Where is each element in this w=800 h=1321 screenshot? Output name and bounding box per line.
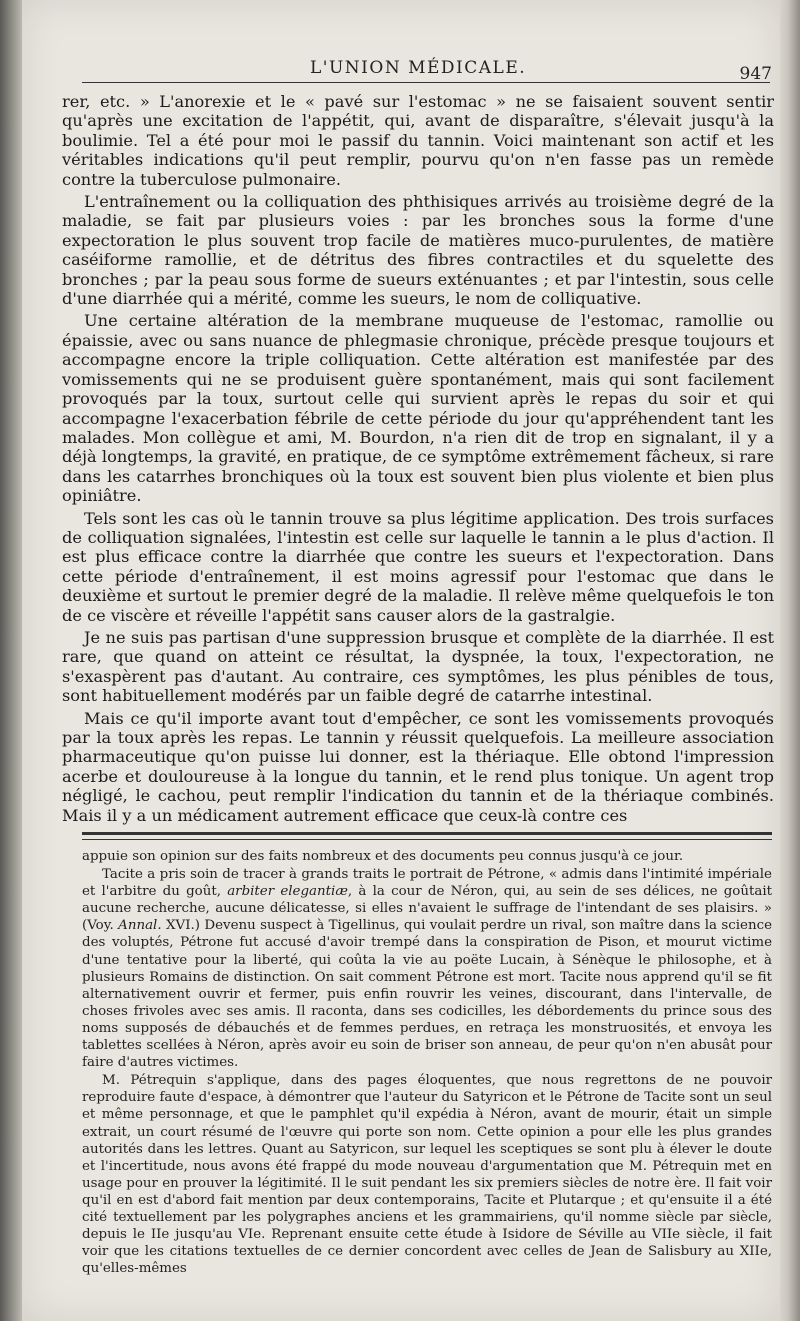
paragraph: L'entraînement ou la colliquation des phthisiques arrivés au troisième degré de la maladie, se fait par plusieurs voies : par les bronches sous la forme d'une expectoration le plus souvent trop facile de matières muco-purulentes, de matière caséiforme ramollie, et de détritus des fibres contractiles et du squelette des bronches ; par la peau sous forme de sueurs exténuantes ; et par l'intestin, sous celle d'une diarrhée qui a mérité, comme les sueurs, le nom de colliquative. — [62, 192, 774, 309]
paragraph: Je ne suis pas partisan d'une suppression brusque et complète de la diarrhée. Il est rare, que quand on atteint ce résultat, la dyspnée, la toux, l'expectoration, ne s'exaspèrent pas d'autant. Au contraire, ces symptômes, les plus pénibles de tous, sont habituellement modérés par un faible degré de catarrhe intestinal. — [62, 627, 774, 706]
running-title: L'UNION MÉDICALE. — [310, 58, 527, 78]
footnote-text: XVI.) Devenu suspect à Tigellinus, qui voulait perdre un rival, son maître dans la science des voluptés, Pétrone fut accusé d'avoir trempé dans la conspiration de Pison, et mourut victime d'une tentative pour la liberté, qui coûta la vie au poëte Lucain, à Sénèque le philosophe, et à plusieurs Romains de distinction. On sait comment Pétrone est mort. Tacite nous apprend qu'il se fit alternativement ouvrir et fermer, puis enfin rouvrir les veines, discourant, dans l'intervalle, de choses frivoles avec ses amis. Il raconta, dans ses codicilles, les débordements du prince sous des noms supposés de débauchés et de femmes perdues, en retraça les monstruosités, et envoya les tablettes scellées à Néron, après avoir eu soin de briser son anneau, de peur qu'on n'en abusât pour faire d'autres victimes. — [82, 918, 772, 1071]
book-page — [22, 0, 780, 1321]
footnote-text: , à la cour de Néron, qui, au sein de ses délices, ne goûtait aucune recherche, aucune délicatesse, si elles n'avaient le suffrage de l'intendant de ses plaisirs. » (Voy. — [82, 884, 772, 934]
citation-title: Annal. — [118, 918, 162, 934]
latin-quote: arbiter elegantiæ — [227, 884, 348, 900]
footnotes — [82, 848, 772, 1277]
scan-left-edge — [0, 0, 22, 1321]
header-rule — [82, 82, 770, 83]
paragraph: Mais ce qu'il importe avant tout d'empêcher, ce sont les vomissements provoqués par la toux après les repas. Le tannin y réussit quelquefois. La meilleure association pharmaceutique qu'on puisse lui donner, est la thériaque. Elle obtond l'impression acerbe et douloureuse à la longue du tannin, et le rend plus tonique. Un agent trop négligé, le cachou, peut remplir l'indication du tannin et de la thériaque combinés. Mais il y a un médicament autrement efficace que ceux-là contre ces — [62, 708, 774, 825]
footnote-paragraph — [82, 866, 772, 1071]
main-text — [62, 92, 774, 825]
footnote-paragraph: M. Pétrequin s'applique, dans des pages éloquentes, que nous regrettons de ne pouvoir reproduire faute d'espace, à démontrer que l'auteur du Satyricon et le Pétrone de Tacite sont un seul et même personnage, et que le pamphlet qu'il expédia à Néron, avant de mourir, était un simple extrait, un court résumé de l'œuvre qui porte son nom. Cette opinion a pour elle les plus grandes autorités dans les lettres. Quant au Satyricon, sur lequel les sceptiques se sont plu à élever le doute et l'incertitude, nous avons été frappé du mode nouveau d'argumentation que M. Pétrequin met en usage pour en prouver la légitimité. Il le suit pendant les six premiers siècles de notre ère. Il fait voir qu'il en est d'abord fait mention par deux contemporains, Tacite et Plutarque ; et qu'ensuite il a été cité textuellement par les polygraphes anciens et les grammairiens, qu'il nomme siècle par siècle, depuis le IIe jusqu'au VIe. Reprenant ensuite cette étude à Isidore de Séville au VIIe siècle, il fait voir que les citations textuelles de ce dernier concordent avec celles de Jean de Salisbury au XIIe, qu'elles-mêmes — [82, 1073, 772, 1277]
footnote-text: Tacite a pris soin de tracer à grands traits le portrait de Pétrone, « admis dans l'intimité impériale et l'arbitre du goût, — [82, 867, 772, 900]
paragraph: rer, etc. » L'anorexie et le « pavé sur l'estomac » ne se faisaient souvent sentir qu'après une excitation de l'appétit, qui, avant de disparaître, s'élevait jusqu'à la boulimie. Tel a été pour moi le passif du tannin. Voici maintenant son actif et les véritables indications qu'il peut remplir, pourvu qu'on n'en fasse pas un remède contre la tuberculose pulmonaire. — [62, 92, 774, 189]
scan-right-edge — [780, 0, 800, 1321]
paragraph: Tels sont les cas où le tannin trouve sa plus légitime application. Des trois surfaces de colliquation signalées, l'intestin est celle sur laquelle le tannin a le plus d'action. Il est plus efficace contre la diarrhée que contre les sueurs et l'expectoration. Dans cette période d'entraînement, il est moins agressif pour l'estomac que dans le deuxième et surtout le premier degré de la maladie. Il relève même quelquefois le ton de ce viscère et réveille l'appétit sans causer alors de la gastralgie. — [62, 508, 774, 625]
page-number: 947 — [739, 64, 772, 84]
footnote-paragraph: appuie son opinion sur des faits nombreux et des documents peu connus jusqu'à ce jour. — [82, 849, 684, 864]
paragraph: Une certaine altération de la membrane muqueuse de l'estomac, ramollie ou épaissie, avec ou sans nuance de phlegmasie chronique, précède presque toujours et accompagne encore la triple colliquation. Cette altération est manifestée par des vomissements qui ne se produisent guère spontanément, mais qui sont facilement provoqués par la toux, surtout celle qui survient après le repas du soir et qui accompagne l'exacerbation fébrile de cette période du jour qu'appréhendent tant les malades. Mon collègue et ami, M. Bourdon, n'a rien dit de trop en signalant, il y a déjà longtemps, la gravité, en pratique, de ce symptôme extrêmement fâcheux, si rare dans les catarrhes bronchiques où la toux est souvent bien plus violente et bien plus opiniâtre. — [62, 311, 774, 506]
footnote-rule — [82, 832, 772, 840]
